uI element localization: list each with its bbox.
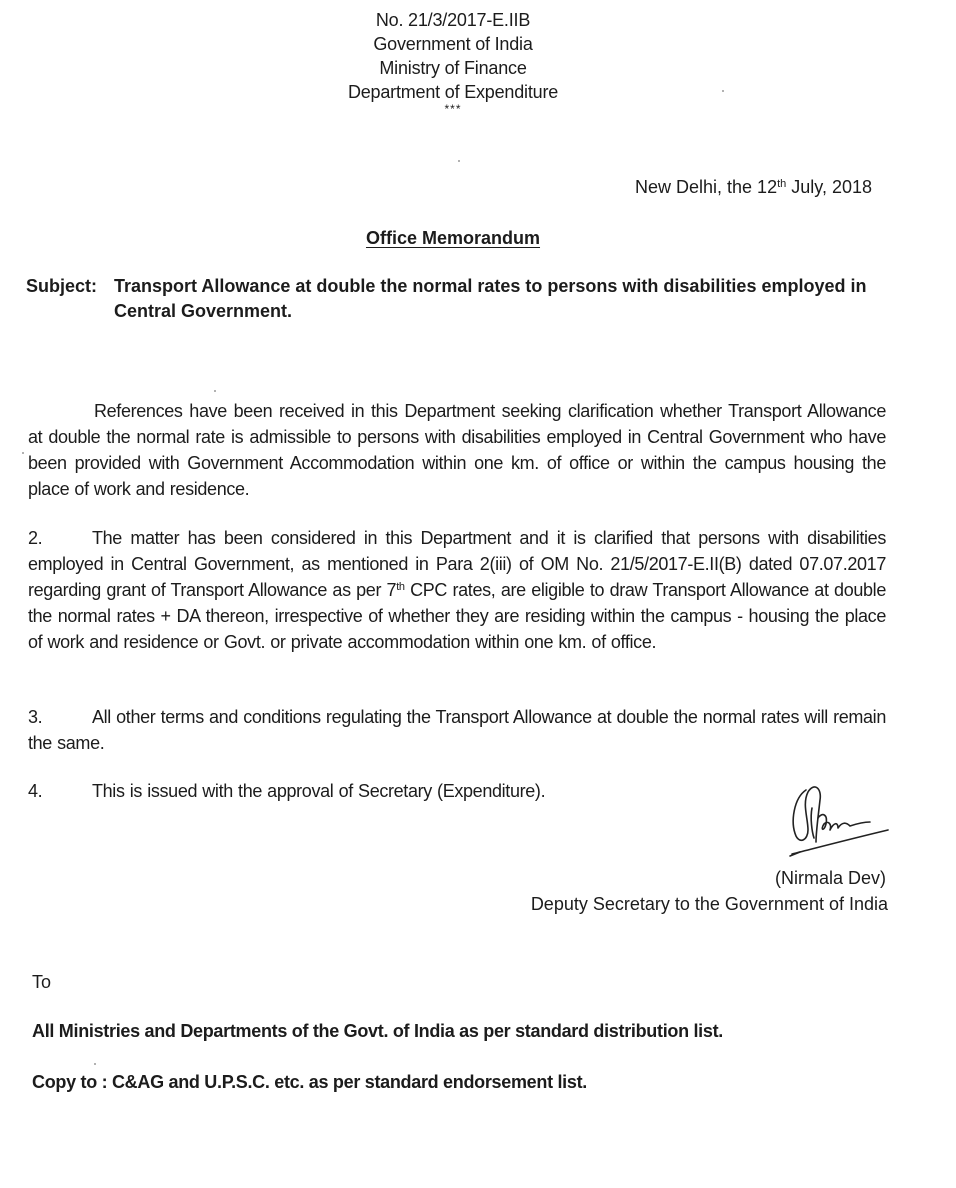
paragraph-4-number: 4. [28, 781, 43, 801]
paragraph-4-text: This is issued with the approval of Secretary (Expenditure). [92, 781, 546, 801]
paragraph-4 [28, 778, 886, 804]
paragraph-3-text: All other terms and conditions regulating the Transport Allowance at double the normal rates will remain the same. [28, 707, 886, 753]
paragraph-2 [28, 525, 886, 655]
date-ordinal: th [777, 178, 787, 190]
paragraph-2-text-b: CPC rates, are eligible to draw Transport Allowance at double the normal rates + DA thereon, irrespective of whether they are residing within the campus - housing the place of work and residence or Govt. or private accommodation within one km. of office. [28, 580, 886, 652]
date-suffix: July, 2018 [786, 177, 872, 197]
file-number: No. 21/3/2017-E.IIB [375, 10, 531, 30]
paragraph-3-number: 3. [28, 707, 43, 727]
title-text: Office Memorandum [365, 228, 541, 248]
signatory-name: (Nirmala Dev) [774, 868, 886, 888]
scan-speck [94, 1063, 96, 1065]
copy-to-line: Copy to : C&AG and U.P.S.C. etc. as per standard endorsement list. [32, 1072, 587, 1092]
to-label: To [32, 972, 52, 992]
ministry-name: Ministry of Finance [379, 58, 527, 78]
subject-text: Transport Allowance at double the normal rates to persons with disabilities employed in Central Government. [114, 276, 867, 321]
signatory-designation: Deputy Secretary to the Government of India [530, 894, 888, 914]
paragraph-2-number: 2. [28, 528, 43, 548]
scan-speck [458, 160, 460, 162]
scan-speck [722, 90, 724, 92]
paragraph-1-text: References have been received in this Department seeking clarification whether Transport Allowance at double the normal rate is admissible to persons with disabilities employed in Central Government who have been provided with Government Accommodation within one km. of office or within the campus housing the place of work and residence. [28, 401, 886, 499]
scan-speck [22, 452, 24, 454]
paragraph-2-text-a: The matter has been considered in this Department and it is clarified that persons with disabilities employed in Central Government, as mentioned in Para 2(iii) of OM No. 21/5/2017-E.II(B) dated 07.07.2017 regarding grant of Transport Allowance as per 7 [28, 528, 886, 600]
separator-stars: *** [444, 102, 462, 116]
scan-speck [214, 390, 216, 392]
document-title [0, 227, 906, 249]
addressee-line: All Ministries and Departments of the Govt. of India as per standard distribution list. [32, 1021, 723, 1041]
paragraph-2-ordinal: th [396, 581, 405, 593]
subject-block [26, 274, 886, 324]
letterhead [0, 8, 906, 114]
department-name: Department of Expenditure [347, 82, 559, 102]
issue-date [635, 176, 872, 198]
government-name: Government of India [373, 34, 533, 54]
paragraph-1 [28, 398, 886, 502]
date-prefix: New Delhi, the 12 [635, 177, 778, 197]
paragraph-3 [28, 704, 886, 756]
handwritten-signature-icon [786, 778, 896, 862]
subject-label: Subject: [26, 276, 98, 296]
